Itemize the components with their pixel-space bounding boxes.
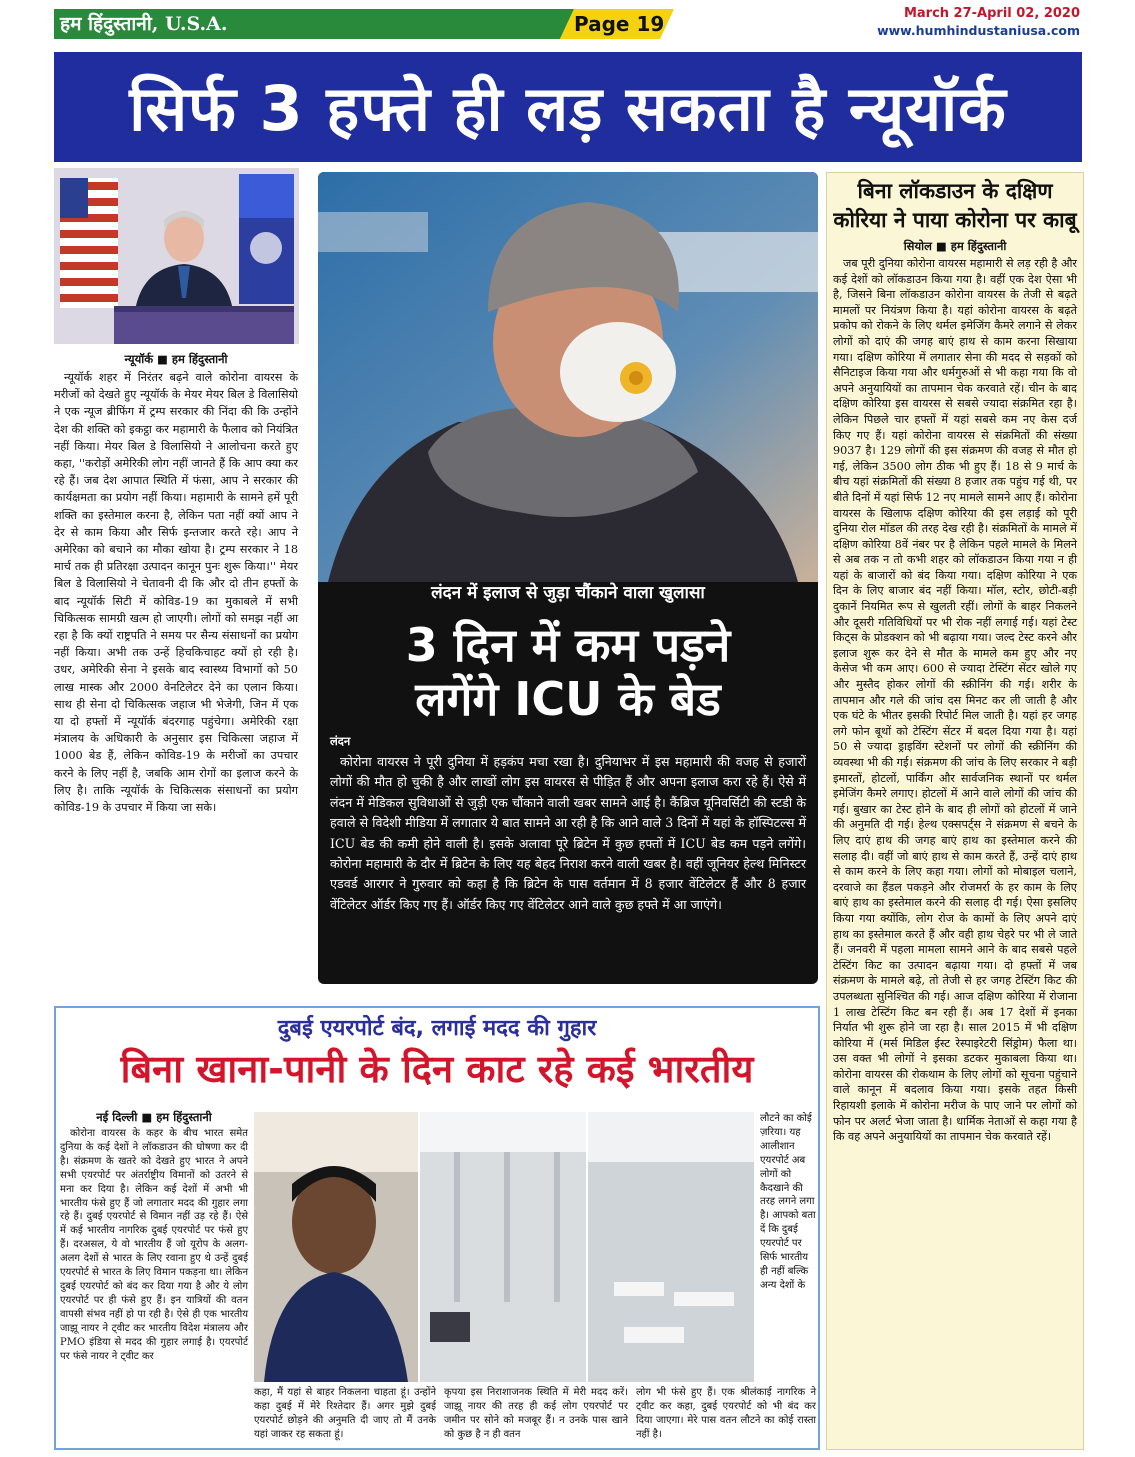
ny-body: न्यूयॉर्क शहर में निरंतर बढ़ने वाले कोरोना वायरस के मरीजों को देखते हुए न्यूयॉर्क के मेयर मेयर बिल डे विलासियो ने एक न्यूज ब्रीफिंग में ट्रम्प सरकार की निंदा की कि उन्होंने देश की शक्ति को इकट्ठा कर महामारी के फैलाव को नियंत्रित नहीं किया। मेयर बिल डे विलासियो ने आलोचना करते हुए कहा, ''करोड़ों अमेरिकी लोग नहीं जानते हैं कि आप क्या कर रहे हैं। जब देश आपात स्थिति में फंसा, आप ने सरकार की कार्यक्षमता का प्रयोग नहीं किया। महामारी के सामने हमें पूरी शक्ति का इस्तेमाल करना है, लेकिन पता नहीं क्यों आप ने देर से काम किया और सिर्फ इन्तजार करते रहे। आप ने अमेरिका को बचाने का मौका खोया है। ट्रम्प सरकार ने 18 मार्च तक ही प्रतिरक्षा उत्पादन कानून पुनः शुरू किया।'' मेयर बिल डे विलासियो ने चेतावनी दी कि और दो तीन हफ्तों के बाद न्यूयॉर्क सिटी में कोविड-19 का मुकाबले में सभी चिकित्सक सामग्री खत्म हो जाएगी। लोगों को समझ नहीं आ रहा है कि क्यों राष्ट्रपति ने समय पर सैन्य संसाधनों का प्रयोग नहीं किया। अभी तक उन्हें हिचकिचाहट क्यों हो रही है। उधर, अमेरिकी सेना ने इसके बाद स्वास्थ्य विभागों को 50 लाख मास्क और 2000 वेनटिलेटर देने का एलान किया। साथ ही सेना दो चिकित्सक जहाज भी भेजेगी, जिन में एक या दो हफ्तों में न्यूयॉर्क बंदरगाह पहुंचेगा। अमेरिकी रक्षा मंत्रालय के अधिकारी के अनुसार इस चिकित्सा जहाज में 1000 बेड हैं, लेकिन कोविड-19 के मरीजों का उपचार करने के लिए नहीं है, जबकि आम रोगों का इलाज करने के लिए है। ताकि न्यूयॉर्क के चिकित्सक संसाधनों का प्रयोग कोविड-19 के उपचार में किया जा सके। xyxy=(54,371,298,815)
korea-story-box xyxy=(826,172,1084,1450)
briefing-illustration xyxy=(54,168,299,344)
dubai-col2: कहा, मैं यहां से बाहर निकलना चाहता हूं। उन्होंने कहा दुबई में मेरे रिश्तेदार हैं। अगर मुझे दुबई एयरपोर्ट छोड़ने की अनुमति दी जाए तो मैं उनके यहां जाकर रह सकता हूं। xyxy=(254,1387,436,1440)
dubai-col1: कोरोना वायरस के कहर के बीच भारत समेत दुनिया के कई देशों ने लॉकडाउन की घोषणा कर दी है। संक्रमण के खतरे को देखते हुए भारत ने अपने सभी एयरपोर्ट पर अंतर्राष्ट्रीय विमानों को उतरने से मना कर दिया है। लेकिन कई देशों में अभी भी भारतीय फंसे हुए हैं जो लगातार मदद की गुहार लगा रहे हैं। दुबई एयरपोर्ट से विमान नहीं उड़ रहे हैं। ऐसे में कई भारतीय नागरिक दुबई एयरपोर्ट पर फंसे हुए हैं। दरअसल, ये वो भारतीय हैं जो यूरोप के अलग-अलग देशों से भारत के लिए रवाना हुए थे उन्हें दुबई एयरपोर्ट से भारत के लिए विमान पकड़ना था। लेकिन दुबई एयरपोर्ट को बंद कर दिया गया है और ये लोग एयरपोर्ट पर ही फंसे हुए हैं। इन यात्रियों की वतन वापसी संभव नहीं हो पा रही है। ऐसे ही एक भारतीय जाझू नायर ने ट्वीट कर भारतीय विदेश मंत्रालय और PMO इंडिया से मदद की गुहार लगाई है। एयरपोर्ट पर फंसे नायर ने ट्वीट कर xyxy=(60,1128,248,1362)
korea-headline: बिना लॉकडाउन के दक्षिण कोरिया ने पाया कोरोना पर काबू xyxy=(833,179,1077,232)
dubai-col3: कृपया इस निराशाजनक स्थिति में मेरी मदद करें। जाझू नायर की तरह ही कई लोग एयरपोर्ट पर जमीन पर सोने को मजबूर हैं। न उनके पास खाने को कुछ है न ही वतन xyxy=(444,1387,628,1440)
dubai-col4: लौटने का कोई ज़रिया। यह आलीशान एयरपोर्ट अब लोगों को कैदखाने की तरह लगने लगा है। आपको बता दें कि दुबई एयरपोर्ट पर सिर्फ भारतीय ही नहीं बल्कि अन्य देशों के xyxy=(760,1113,816,1291)
dubai-kicker: दुबई एयरपोर्ट बंद, लगाई मदद की गुहार xyxy=(277,1016,597,1041)
ny-dateline: न्यूयॉर्क ■ हम हिंदुस्तानी xyxy=(124,352,228,366)
london-headline-1: 3 दिन में कम पड़ने xyxy=(405,618,731,672)
dubai-story-box xyxy=(54,1006,820,1450)
banner-headline: सिर्फ 3 हफ्ते ही लड़ सकता है न्यूयॉर्क xyxy=(129,72,1007,145)
masthead-title: हम हिंदुस्तानी, U.S.A. xyxy=(60,13,228,35)
page-number: Page 19 xyxy=(574,12,665,36)
banner-headline-box xyxy=(54,52,1082,162)
ny-story xyxy=(54,350,298,816)
dubai-dateline: नई दिल्ली ■ हम हिंदुस्तानी xyxy=(96,1110,212,1124)
london-headline-2: लगेंगे ICU के बेड xyxy=(415,672,721,726)
london-kicker: लंदन में इलाज से जुड़ा चौंकाने वाला खुलासा xyxy=(431,583,705,603)
masked-man-photo xyxy=(318,172,818,582)
london-dateline: लंदन xyxy=(330,734,351,748)
dubai-col5: लोग भी फंसे हुए हैं। एक श्रीलंकाई नागरिक ने ट्वीट कर कहा, दुबई एयरपोर्ट को भी बंद कर दिया जाएगा। मेरे पास वतन लौटने का कोई रास्ता नहीं है। xyxy=(636,1387,816,1440)
de-blasio-photo xyxy=(54,168,299,344)
korea-dateline: सियोल ■ हम हिंदुस्तानी xyxy=(903,239,1007,253)
london-body: कोरोना वायरस ने पूरी दुनिया में हड़कंप मचा रखा है। दुनियाभर में इस महामारी की वजह से हजारों लोगों की मौत हो चुकी है और लाखों लोग इस वायरस से पीड़ित हैं और अपना इलाज करा रहे हैं। ऐसे में लंदन में मेडिकल सुविधाओं से जुड़ी एक चौंकाने वाली खबर सामने आई है। कैंब्रिज यूनिवर्सिटी की स्टडी के हवाले से विदेशी मीडिया में लगातार ये बात सामने आ रही है कि आने वाले 3 दिनों में यहां के हॉस्पिटल्स में ICU बेड की कमी होने वाली है। इसके अलावा पूरे ब्रिटेन में कुछ हफ्तों में ICU बेड कम पड़ने लगेंगे। कोरोना महामारी के दौर में ब्रिटेन के लिए यह बेहद निराश करने वाली खबर है। वहीं जूनियर हेल्थ मिनिस्टर एडवर्ड आरगर ने गुरुवार को कहा है कि ब्रिटेन के पास वर्तमान में 8 हजार वेंटिलेटर हैं और 8 हजार वेंटिलेटर ऑर्डर किए गए हैं। ऑर्डर किए गए वेंटिलेटर आने वाले कुछ हफ्ते में आ जाएंगे। xyxy=(330,754,806,912)
issue-date: March 27-April 02, 2020 xyxy=(903,6,1080,21)
masthead-bar xyxy=(54,6,1082,42)
dubai-headline: बिना खाना-पानी के दिन काट रहे कई भारतीय xyxy=(120,1047,754,1091)
website: www.humhindustaniusa.com xyxy=(877,23,1080,38)
airport-photos xyxy=(254,1112,754,1382)
airport-photos-illustration xyxy=(254,1112,754,1382)
london-story-box xyxy=(318,172,818,984)
korea-body: जब पूरी दुनिया कोरोना वायरस महामारी से लड़ रही है और कई देशों को लॉकडाउन किया गया है। वहीं एक देश ऐसा भी है, जिसने बिना लॉकडाउन कोरोना वायरस के तेजी से बढ़ते मामलों पर नियंत्रण किया है। यहां कोरोना वायरस के बढ़ते प्रकोप को रोकने के लिए थर्मल इमेजिंग कैमरे लगाने से लेकर लोगों को दाएं की जगह बाएं हाथ से काम करना सिखाया गया। दक्षिण कोरिया में लगातार सेना की मदद से सड़कों को सैनिटाइज किया गया और धर्मगुरुओं से भी कहा गया कि वो अपने अनुयायियों का तापमान चेक करवाते रहें। चीन के बाद दक्षिण कोरिया इस वायरस से सबसे ज्यादा संक्रमित रहा है। लेकिन पिछले चार हफ्तों में यहां सबसे कम नए केस दर्ज किए गए हैं। यहां कोरोना वायरस से संक्रमितों की संख्या 9037 है। 129 लोगों की इस संक्रमण की वजह से मौत हो गई, लेकिन 3500 लोग ठीक भी हुए हैं। 18 से 9 मार्च के बीच यहां संक्रमितों की संख्या 8 हजार तक पहुंच गई थी, पर बीते दिनों में यहां सिर्फ 12 नए मामले सामने आए हैं। कोरोना वायरस के खिलाफ दक्षिण कोरिया की इस लड़ाई को पूरी दुनिया रोल मॉडल की तरह देख रही है। संक्रमितों के मामले में दक्षिण कोरिया 8वें नंबर पर है लेकिन पहले मामले के मिलने से अब तक न तो कभी शहर को लॉकडाउन किया गया न ही यहां के बाजारों को बंद किया गया। दक्षिण कोरिया ने एक दिन के लिए बाजार बंद नहीं किया। मॉल, स्टोर, छोटी-बड़ी दुकानें नियमित रूप से खुलती रहीं। लोगों के बाहर निकलने और दूसरी गतिविधियों पर भी रोक नहीं लगाई गई। यहां टेस्ट किट्स के प्रोडक्शन को भी बढ़ाया गया। जल्द टेस्ट करने और इलाज शुरू कर देने से मौत के मामले कम हुए और नए केसेज भी कम आए। 600 से ज्यादा टेस्टिंग सेंटर खोले गए और मुस्तैद होकर लोगों की स्क्रीनिंग की गई। शरीर के तापमान और गले की जांच दस मिनट कर ली जाती है और एक घंटे के भीतर इसकी रिपोर्ट मिल जाती है। यहां हर जगह लगे फोन बूथों को टेस्टिंग सेंटर में बदल दिया गया है। यहां 50 से ज्यादा ड्राइविंग स्टेशनों पर लोगों की स्क्रीनिंग की व्यवस्था भी की गई। संक्रमण की जांच के लिए सरकार ने बड़ी इमारतों, होटलों, पार्किंग और सार्वजनिक स्थानों पर थर्मल इमेजिंग कैमरे लगाए। होटलों में आने वाले लोगों की जांच की गई। बुखार का टेस्ट होने के बाद ही लोगों को होटलों में जाने की अनुमति दी गई। हेल्थ एक्सपर्ट्स ने संक्रमण से बचने के लिए दाएं हाथ की जगह बाएं हाथ का इस्तेमाल करने की सलाह दी। वहीं जो बाएं हाथ से काम करते हैं, उन्हें दाएं हाथ से काम करने के लिए कहा गया। लोगों को मोबाइल चलाने, दरवाजे का हैंडल पकड़ने और रोजमर्रा के हर काम के लिए बाएं हाथ का इस्तेमाल करने की सलाह दी गई। ऐसा इसलिए किया गया क्योंकि, लोग रोज के कामों के लिए अपने दाएं हाथ का इस्तेमाल करते हैं और वही हाथ चेहरे पर भी ले जाते हैं। जनवरी में पहला मामला सामने आने के बाद सबसे पहले टेस्टिंग किट का उत्पादन बढ़ाया गया। दो हफ्तों में जब संक्रमण के मामले बढ़े, तो तेजी से हर जगह टेस्टिंग किट की उपलब्धता सुनिश्चित की गई। आज दक्षिण कोरिया में रोजाना 1 लाख टेस्टिंग किट बन रही हैं। अब 17 देशों में इनका निर्यात भी शुरू होने जा रहा है। साल 2015 में भी दक्षिण कोरिया में (मर्स मिडिल ईस्ट रेस्पाइरेटरी सिंड्रोम) फैला था। उस वक्त भी लोगों ने इसका डटकर मुकाबला किया था। कोरोना वायरस की रोकथाम के लिए लोगों को सूचना पहुंचाने वाले कानून में बदलाव किया गया। इसके तहत किसी रिहायशी इलाके में कोरोना मरीज के पाए जाने पर लोगों को फोन पर अलर्ट भेजा जाता है। धार्मिक नेताओं से कहा गया है कि वह अपने अनुयायियों का तापमान चेक करवाते रहें। xyxy=(833,257,1077,1144)
